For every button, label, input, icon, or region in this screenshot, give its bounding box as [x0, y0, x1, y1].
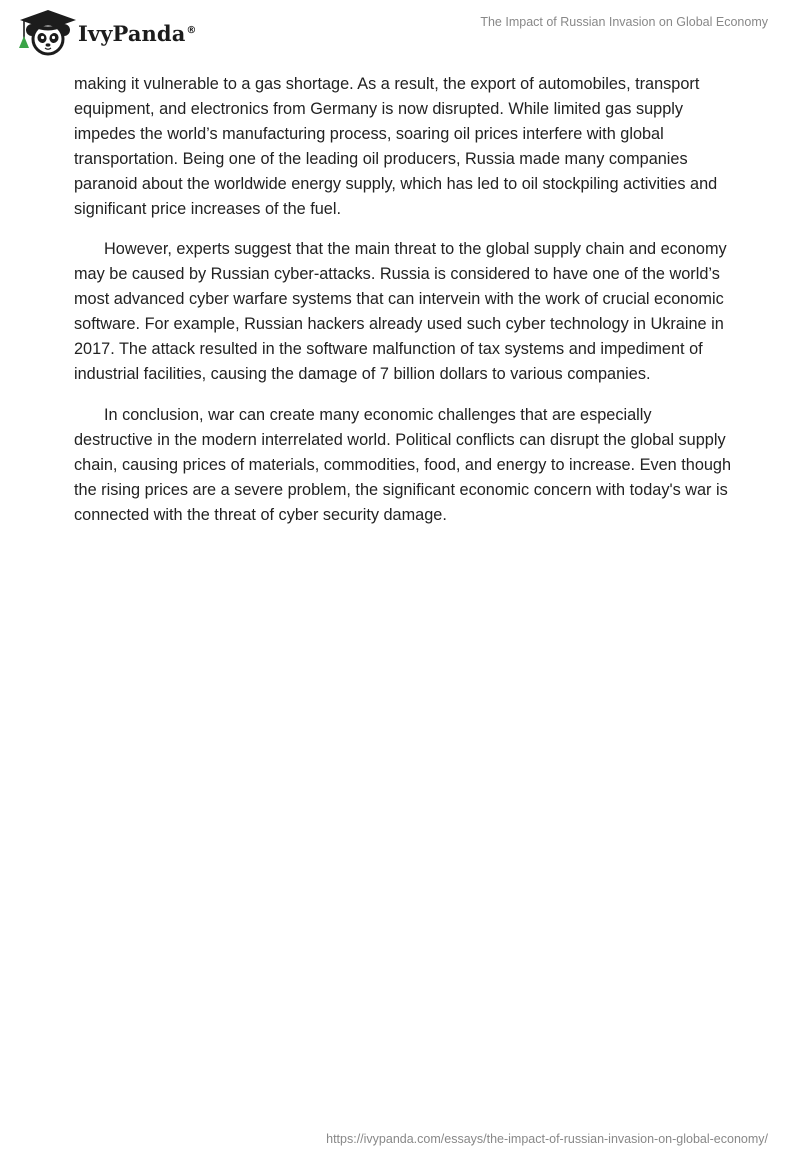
paragraph: making it vulnerable to a gas shortage. As a result, the export of automobiles, transport equipment, and electronics from Germany is now disrupted. While limited gas supply impedes the world’s manufacturing process, soaring oil prices interfere with global transportation. Being one of the leading oil producers, Russia made many companies paranoid about the worldwide energy supply, which has led to oil stockpiling activities and significant price increases of the fuel.	[74, 75, 718, 218]
registered-mark: ®	[186, 24, 197, 36]
ivypanda-logo[interactable]	[14, 8, 196, 56]
running-title: The Impact of Russian Invasion on Global Economy	[480, 15, 768, 29]
paragraph: However, experts suggest that the main threat to the global supply chain and economy may be caused by Russian cyber-attacks. Russia is considered to have one of the world’s most advanced cyber warfare systems that can intervein with the work of crucial economic software. For example, Russian hackers already used such cyber technology in Ukraine in 2017. The attack resulted in the software malfunction of tax systems and impediment of industrial facilities, causing the damage of 7 billion dollars to various companies.	[74, 240, 727, 383]
source-url-link[interactable]: https://ivypanda.com/essays/the-impact-of-russian-invasion-on-global-economy/	[326, 1132, 768, 1146]
brand-name: IvyPanda	[78, 20, 186, 46]
paragraph: In conclusion, war can create many economic challenges that are especially destructive in the modern interrelated world. Political conflicts can disrupt the global supply chain, causing prices of materials, commodities, food, and energy to increase. Even though the rising prices are a severe problem, the significant economic concern with today's war is connected with the threat of cyber security damage.	[74, 405, 732, 524]
page-header	[0, 0, 800, 62]
essay-body	[74, 72, 734, 543]
panda-graduation-cap-icon	[14, 8, 78, 56]
